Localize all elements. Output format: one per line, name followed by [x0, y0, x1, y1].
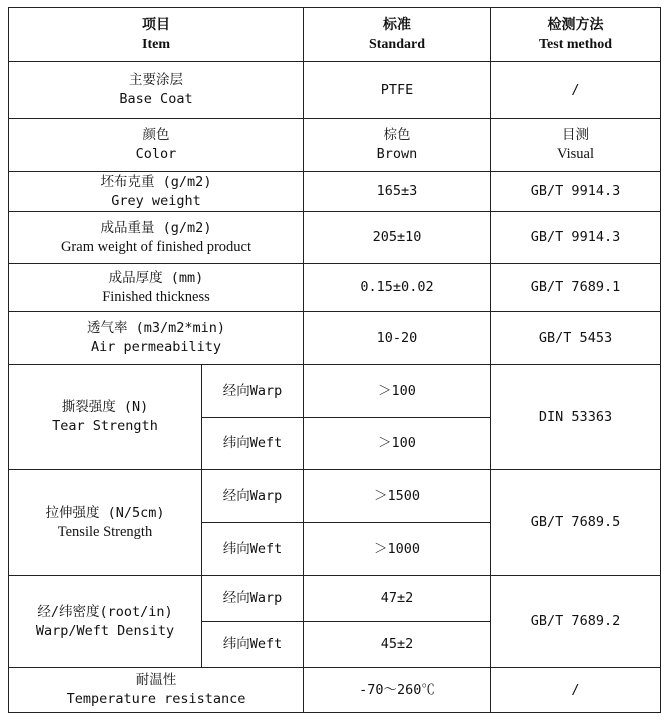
item-cell: 撕裂强度 (N) Tear Strength — [9, 365, 202, 470]
specification-table — [8, 7, 661, 713]
standard-cell: PTFE — [304, 62, 491, 119]
item-cell: 颜色 Color — [9, 119, 304, 172]
item-cell: 拉伸强度 (N/5cm) Tensile Strength — [9, 470, 202, 576]
warp-label: 经向Warp — [202, 365, 304, 418]
standard-cell: 205±10 — [304, 212, 491, 264]
standard-cell: 165±3 — [304, 172, 491, 212]
standard-cell: 47±2 — [304, 576, 491, 622]
weft-label: 纬向Weft — [202, 523, 304, 576]
method-cell: / — [491, 668, 661, 713]
table-row-air-permeability — [9, 312, 661, 365]
table-row-density-warp — [9, 576, 661, 622]
standard-cell: ＞1000 — [304, 523, 491, 576]
method-cell: GB/T 9914.3 — [491, 212, 661, 264]
table-row-temperature — [9, 668, 661, 713]
method-cell: GB/T 7689.2 — [491, 576, 661, 668]
header-row — [9, 8, 661, 62]
method-cell: / — [491, 62, 661, 119]
item-cell: 坯布克重 (g/m2) Grey weight — [9, 172, 304, 212]
item-cell: 主要涂层 Base Coat — [9, 62, 304, 119]
table-row-gram-weight — [9, 212, 661, 264]
standard-cell: 10-20 — [304, 312, 491, 365]
weft-label: 纬向Weft — [202, 622, 304, 668]
standard-cell: 棕色 Brown — [304, 119, 491, 172]
standard-cell: ＞100 — [304, 418, 491, 470]
warp-label: 经向Warp — [202, 470, 304, 523]
method-cell: DIN 53363 — [491, 365, 661, 470]
table-row-base-coat — [9, 62, 661, 119]
method-cell: GB/T 9914.3 — [491, 172, 661, 212]
standard-cell: 45±2 — [304, 622, 491, 668]
method-cell: GB/T 7689.1 — [491, 264, 661, 312]
item-cell: 透气率 (m3/m2*min) Air permeability — [9, 312, 304, 365]
header-item: 项目 Item — [9, 8, 304, 62]
table-row-tear-warp — [9, 365, 661, 418]
table-row-tensile-warp — [9, 470, 661, 523]
item-cell: 成品厚度 (mm) Finished thickness — [9, 264, 304, 312]
standard-cell: 0.15±0.02 — [304, 264, 491, 312]
standard-cell: ＞1500 — [304, 470, 491, 523]
header-standard: 标准 Standard — [304, 8, 491, 62]
table-row-thickness — [9, 264, 661, 312]
item-cell: 经/纬密度(root/in) Warp/Weft Density — [9, 576, 202, 668]
method-cell: GB/T 7689.5 — [491, 470, 661, 576]
header-test-method: 检测方法 Test method — [491, 8, 661, 62]
warp-label: 经向Warp — [202, 576, 304, 622]
item-cell: 耐温性 Temperature resistance — [9, 668, 304, 713]
item-cell: 成品重量 (g/m2) Gram weight of finished product — [9, 212, 304, 264]
weft-label: 纬向Weft — [202, 418, 304, 470]
method-cell: GB/T 5453 — [491, 312, 661, 365]
table-row-grey-weight — [9, 172, 661, 212]
standard-cell: -70〜260℃ — [304, 668, 491, 713]
table-row-color — [9, 119, 661, 172]
standard-cell: ＞100 — [304, 365, 491, 418]
method-cell: 目测 Visual — [491, 119, 661, 172]
